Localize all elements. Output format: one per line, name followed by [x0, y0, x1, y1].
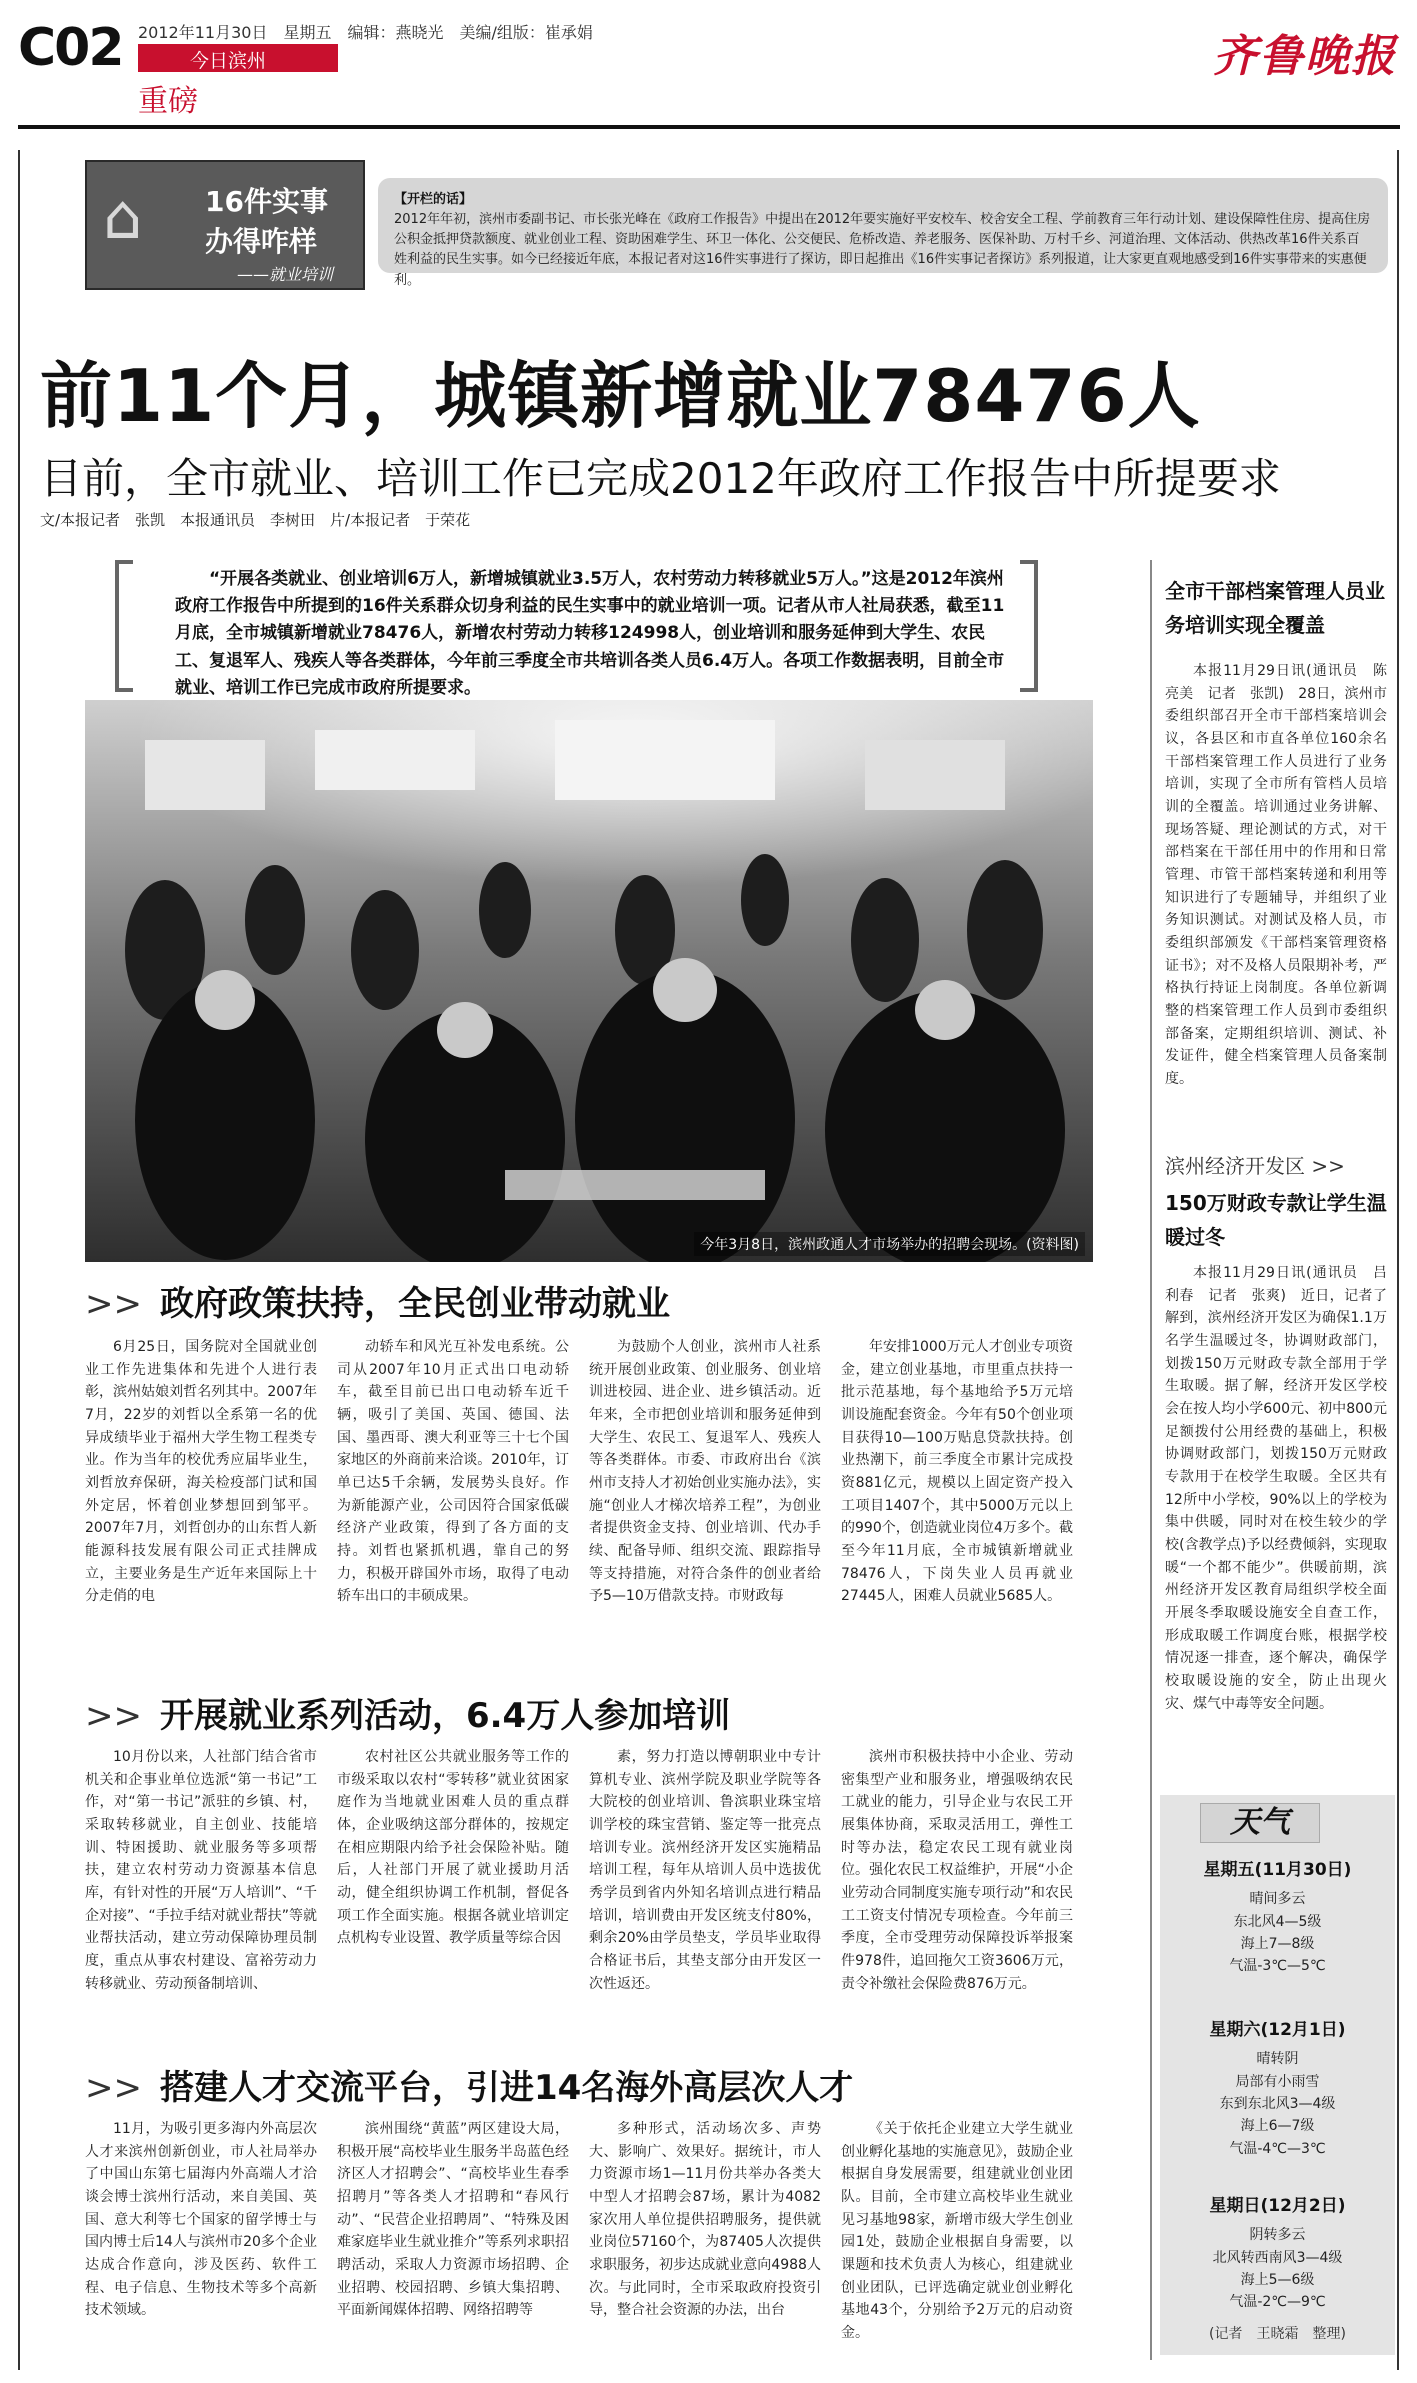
- frame-rule-left: [18, 150, 20, 2370]
- header-rule: [18, 125, 1400, 129]
- section3-col3: 多种形式，活动场次多、声势大、影响广、效果好。据统计，市人力资源市场1—11月份共举办各类大中型人才招聘会87场，累计为4082家次用人单位提供招聘服务，提供就业岗位57160个，为87405人次提供求职服务，初步达成就业意向4988人次。与此同时，全市采取政府投资引导，整合社会资源的办法，出台: [589, 2121, 821, 2319]
- series-promo: [85, 160, 365, 290]
- frame-rule-right: [1397, 150, 1399, 2370]
- section2-arrow: >>: [85, 1696, 142, 1736]
- weather-day3-date: 星期日(12月2日): [1209, 2196, 1346, 2216]
- section3-col2: 滨州围绕“黄蓝”两区建设大局，积极开展“高校毕业生服务半岛蓝色经济区人才招聘会”、“高校毕业生春季招聘月”等各类人才招聘和“春风行动”、“民营企业招聘周”、“特殊及困难家庭毕业生就业推介”等系列求职招聘活动，采取人力资源市场招聘、企业招聘、校园招聘、乡镇大集招聘、平面新闻媒体招聘、网络招聘等: [337, 2121, 569, 2319]
- section2-col2: 农村社区公共就业服务等工作的市级采取以农村“零转移”就业贫困家庭作为当地就业困难人员的重点群体，企业吸纳这部分群体的，按规定在相应期限内给予社会保险补贴。随后，人社部门开展了就业援助月活动，健全组织协调工作机制，督促各项工作全面实施。根据各就业培训定点机构专业设置、教学质量等综合因: [337, 1749, 569, 1947]
- byline: 文/本报记者 张凯 本报通讯员 李树田 片/本报记者 于荣花: [40, 511, 471, 529]
- weather-day2-extra: 局部有小雨雪: [1235, 2073, 1320, 2090]
- weather-box: [1160, 1795, 1395, 2355]
- weather-day3-wind: 北风转西南风3—4级: [1212, 2249, 1343, 2266]
- section2-col1: 10月份以来，人社部门结合省市机关和企事业单位选派“第一书记”工作，对“第一书记”派驻的乡镇、村，采取转移就业，自主创业、技能培训、特困援助、就业服务等多项帮扶，建立农村劳动力资源基本信息库，有针对性的开展“万人培训”、“千企对接”、“手拉手结对就业帮扶”等就业帮扶活动，建立劳动保障协理员制度，重点从事农村建设、富裕劳动力转移就业、劳动预备制培训、: [85, 1749, 317, 1992]
- weather-day2-wind: 东到东北风3—4级: [1219, 2095, 1336, 2112]
- weather-day1: [1160, 1857, 1395, 1978]
- section3-col1: 11月，为吸引更多海内外高层次人才来滨州创新创业，市人社局举办了中国山东第七届海内外高端人才洽谈会博士滨州行活动，来自美国、英国、意大利等七个国家的留学博士与国内博士后14人与滨州市20多个企业达成合作意向，涉及医药、软件工程、电子信息、生物技术等多个高新技术领域。: [85, 2121, 317, 2319]
- series-title-line2: 办得咋样: [205, 225, 318, 258]
- sidebar-story2-body: 本报11月29日讯(通讯员 吕利春 记者 张爽) 近日，记者了解到，滨州经济开发区为确保1.1万名学生温暖过冬，协调财政部门，划拨150万元财政专款全部用于学生取暖。据了解，经济开发区学校会在按人均小学600元、初中800元足额拨付公用经费的基础上，积极协调财政部门，划拨150万元财政专款用于在校学生取暖。全区共有12所中小学校，90%以上的学校为集中供暖，同时对在校生较少的学校(含教学点)予以经费倾斜，实现取暖“一个都不能少”。供暖前期，滨州经济开发区教育局组织学校全面开展冬季取暖设施安全自查工作，形成取暖工作调度台账，根据学校情况逐一排查，逐个解决，确保学校取暖设施的安全，防止出现火灾、煤气中毒等安全问题。: [1165, 1265, 1387, 1712]
- section1-title: 政府政策扶持，全民创业带动就业: [159, 1284, 670, 1324]
- sidebar-story2-title: 150万财政专款让学生温暖过冬: [1165, 1191, 1387, 1249]
- section-name: 重磅: [138, 84, 198, 119]
- sidebar-story1-title: 全市干部档案管理人员业务培训实现全覆盖: [1165, 579, 1385, 637]
- weather-day2-date: 星期六(12月1日): [1209, 2020, 1346, 2040]
- article-summary: “开展各类就业、创业培训6万人，新增城镇就业3.5万人，农村劳动力转移就业5万人。”这是2012年滨州政府工作报告中所提到的16件关系群众切身利益的民生实事中的就业培训一项。记者从市人社局获悉，截至11月底，全市城镇新增就业78476人，新增农村劳动力转移124998人，创业培训和服务延伸到大学生、农民工、复退军人、残疾人等各类群体，今年前三季度全市共培训各类人员6.4万人。各项工作数据表明，目前全市就业、培训工作已完成市政府所提要求。: [175, 569, 1005, 698]
- intro-label: 【开栏的话】: [394, 192, 473, 207]
- section1-col1: 6月25日，国务院对全国就业创业工作先进集体和先进个人进行表彰，滨州姑娘刘哲名列其中。2007年7月，22岁的刘哲以全系第一名的优异成绩毕业于福州大学生物工程类专业。作为当年的校优秀应届毕业生，刘哲放弃保研，海关检疫部门试和国外定居，怀着创业梦想回到邹平。2007年7月，刘哲创办的山东哲人新能源科技发展有限公司正式挂牌成立，主要业务是生产近年来国际上十分走俏的电: [85, 1339, 317, 1605]
- summary-bracket-left: [115, 560, 133, 692]
- newspaper-logo: 齐鲁晚报: [1213, 31, 1397, 82]
- weather-day1-temp: 气温-3℃—5℃: [1229, 1958, 1326, 1975]
- weather-day2-temp: 气温-4℃—3℃: [1229, 2140, 1326, 2157]
- photo-illustration: [85, 700, 1093, 1262]
- job-fair-photo: [85, 700, 1093, 1262]
- photo-caption: 今年3月8日，滨州政通人才市场举办的招聘会现场。(资料图): [694, 1232, 1085, 1256]
- section1-heading: [85, 1276, 670, 1325]
- intro-text: 2012年年初，滨州市委副书记、市长张光峰在《政府工作报告》中提出在2012年要实施好平安校车、校舍安全工程、学前教育三年行动计划、建设保障性住房、提高住房公积金抵押贷款额度、就业创业工程、资助困难学生、环卫一体化、公交便民、危桥改造、养老服务、医保补助、万村千乡、河道治理、文体活动、供热改革16件关系百姓利益的民生实事。如今已经接近年底，本报记者对这16件实事进行了探访，即日起推出《16件实事记者探访》系列报道，让大家更直观地感受到16件实事带来的实惠便利。: [394, 212, 1371, 288]
- weather-title: 天气: [1200, 1803, 1320, 1843]
- sidebar-story2-tag: 滨州经济开发区 >>: [1165, 1154, 1345, 1178]
- section-tag: 今日滨州: [138, 44, 338, 72]
- weather-day2-sky: 晴转阴: [1256, 2051, 1299, 2068]
- section3-col4: 《关于依托企业建立大学生就业创业孵化基地的实施意见》，鼓励企业根据自身发展需要，组建就业创业团队。目前，全市建立高校毕业生就业见习基地98家，新增市级大学生创业园1处，鼓励企业根据自身需要，以课题和技术负责人为核心，组建就业创业团队，已评选确定就业创业孵化基地43个，分别给予2万元的启动资金。: [841, 2121, 1073, 2342]
- sidebar-divider: [1150, 560, 1152, 2360]
- series-intro: [378, 178, 1388, 288]
- weather-day1-sea: 海上7—8级: [1240, 1935, 1315, 1952]
- summary-bracket-right: [1020, 560, 1038, 692]
- section2-col4: 滨州市积极扶持中小企业、劳动密集型产业和服务业，增强吸纳农民工就业的能力，引导企业与农民工开展集体协商，采取灵活用工，弹性工时等办法，稳定农民工现有就业岗位。强化农民工权益维护，开展“小企业劳动合同制度实施专项行动”和农民工工资支付情况专项检查。今年前三季度，全市受理劳动保障投诉举报案件978件，追回拖欠工资3606万元，责令补缴社会保险费876万元。: [841, 1749, 1073, 1992]
- section1-col4: 年安排1000万元人才创业专项资金，建立创业基地，市里重点扶持一批示范基地，每个基地给予5万元培训设施配套资金。今年有50个创业项目获得10—100万贴息贷款扶持。创业热潮下，前三季度全市累计完成投资881亿元，规模以上固定资产投入工项目1407个，其中5000万元以上的990个，创造就业岗位4万多个。截至今年11月底，全市城镇新增就业78476人，下岗失业人员再就业27445人，困难人员就业5685人。: [841, 1339, 1073, 1605]
- section1-col3: 为鼓励个人创业，滨州市人社系统开展创业政策、创业服务、创业培训进校园、进企业、进乡镇活动。近年来，全市把创业培训和服务延伸到大学生、农民工、复退军人、残疾人等各类群体。市委、市政府出台《滨州市支持人才初始创业实施办法》，实施“创业人才梯次培养工程”，为创业者提供资金支持、创业培训、代办手续、配备导师、组织交流、跟踪指导等支持措施，对符合条件的创业者给予5—10万借款支持。市财政每: [589, 1339, 821, 1605]
- weather-day1-wind: 东北风4—5级: [1233, 1913, 1322, 1930]
- main-headline: 前11个月，城镇新增就业78476人: [40, 354, 1201, 438]
- weather-day3-temp: 气温-2℃—9℃: [1229, 2294, 1326, 2311]
- weather-day3-sky: 阴转多云: [1249, 2227, 1306, 2244]
- section1-col2: 动轿车和风光互补发电系统。公司从2007年10月正式出口电动轿车，截至目前已出口电动轿车近千辆，吸引了美国、英国、德国、法国、墨西哥、澳大利亚等三十七个国家地区的外商前来洽谈。2010年，订单已达5千余辆，发展势头良好。作为新能源产业，公司因符合国家低碳经济产业政策，得到了各方面的支持。刘哲也紧抓机遇，靠自己的努力，积极开辟国外市场，取得了电动轿车出口的丰硕成果。: [337, 1339, 569, 1605]
- house-tree-icon: ⌂: [103, 180, 143, 253]
- page-code: C02: [18, 18, 123, 78]
- weather-day3: [1160, 2193, 1395, 2314]
- series-subtitle: ——就业培训: [237, 265, 334, 284]
- weather-day2: [1160, 2017, 1395, 2160]
- section2-heading: [85, 1688, 730, 1737]
- weather-day3-sea: 海上5—6级: [1240, 2271, 1315, 2288]
- section2-title: 开展就业系列活动，6.4万人参加培训: [159, 1696, 731, 1736]
- section3-arrow: >>: [85, 2068, 142, 2108]
- section3-title: 搭建人才交流平台，引进14名海外高层次人才: [159, 2068, 854, 2108]
- weather-day1-sky: 晴间多云: [1249, 1891, 1306, 1908]
- sidebar-story1-body: 本报11月29日讯(通讯员 陈亮美 记者 张凯) 28日，滨州市委组织部召开全市干部档案培训会议，各县区和市直各单位160余名干部档案管理工作人员进行了业务培训，实现了全市所有管档人员培训的全覆盖。培训通过业务讲解、现场答疑、理论测试的方式，对干部档案在干部任用中的作用和日常管理、市管干部档案转递和利用等知识进行了专题辅导，并组织了业务知识测试。对测试及格人员，市委组织部颁发《干部档案管理资格证书》；对不及格人员限期补考，严格执行持证上岗制度。各单位新调整的档案管理工作人员到市委组织部备案，定期组织培训、测试、补发证件，健全档案管理人员备案制度。: [1165, 663, 1387, 1088]
- series-title-line1: 16件实事: [205, 185, 328, 218]
- date-editor-line: 2012年11月30日 星期五 编辑：燕晓光 美编/组版：崔承娟: [138, 23, 593, 42]
- section3-heading: [85, 2060, 853, 2109]
- weather-day2-sea: 海上6—7级: [1240, 2118, 1315, 2135]
- section1-arrow: >>: [85, 1284, 142, 1324]
- section2-col3: 素，努力打造以博朝职业中专计算机专业、滨州学院及职业学院等各大院校的创业培训、鲁滨职业珠宝培训学校的珠宝营销、鉴定等一批亮点培训专业。滨州经济开发区实施精品培训工程，每年从培训人员中选拔优秀学员到省内外知名培训点进行精品培训，培训费由开发区统支付80%，剩余20%由学员垫支，学员毕业取得合格证书后，其垫支部分由开发区一次性返还。: [589, 1749, 821, 1992]
- subheadline: 目前，全市就业、培训工作已完成2012年政府工作报告中所提要求: [40, 454, 1281, 503]
- weather-day1-date: 星期五(11月30日): [1203, 1860, 1352, 1880]
- weather-credit: (记者 王晓霜 整理): [1209, 2326, 1346, 2342]
